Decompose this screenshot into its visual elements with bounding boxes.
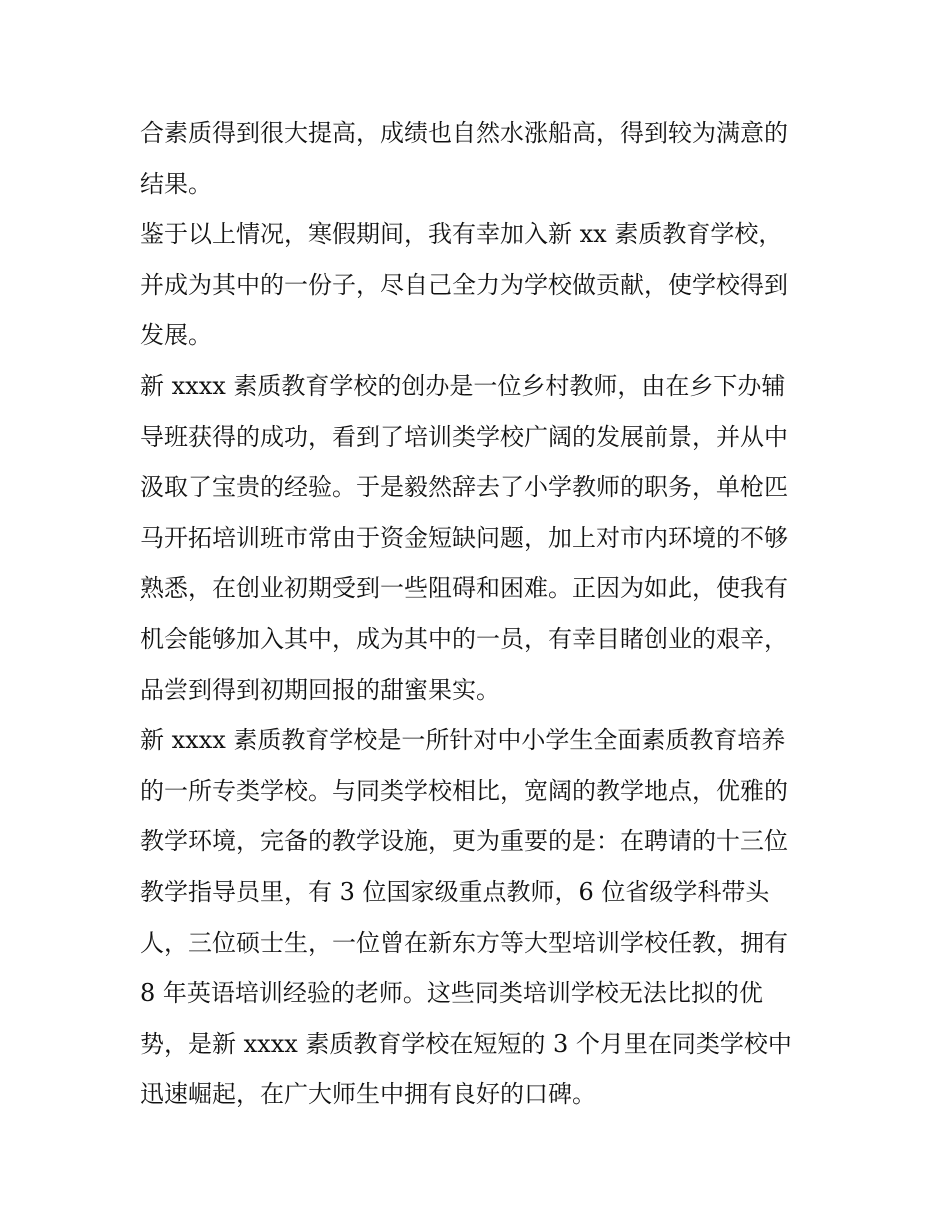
text-line: 品尝到得到初期回报的甜蜜果实。 <box>140 675 500 704</box>
text-line: 的一所专类学校。与同类学校相比，宽阔的教学地点，优雅的 <box>140 776 788 805</box>
text-line: 熟悉，在创业初期受到一些阻碍和困难。正因为如此，使我有 <box>140 574 788 603</box>
text-line: 势，是新 xxxx 素质教育学校在短短的 3 个月里在同类学校中 <box>140 1029 792 1058</box>
text-line: 人，三位硕士生，一位曾在新东方等大型培训学校任教，拥有 <box>140 928 788 957</box>
text-line: 发展。 <box>140 321 212 350</box>
text-line: 导班获得的成功，看到了培训类学校广阔的发展前景，并从中 <box>140 422 788 451</box>
text-line: 结果。 <box>140 169 212 198</box>
text-line: 机会能够加入其中，成为其中的一员，有幸目睹创业的艰辛， <box>140 624 788 653</box>
text-line: 迅速崛起，在广大师生中拥有良好的口碑。 <box>140 1080 596 1109</box>
text-line: 教学环境，完备的教学设施，更为重要的是：在聘请的十三位 <box>140 827 788 856</box>
text-line: 合素质得到很大提高，成绩也自然水涨船高，得到较为满意的 <box>140 119 788 147</box>
text-line: 汲取了宝贵的经验。于是毅然辞去了小学教师的职务，单枪匹 <box>140 473 788 502</box>
text-line: 并成为其中的一份子，尽自己全力为学校做贡献，使学校得到 <box>140 270 788 299</box>
text-line: 马开拓培训班市常由于资金短缺问题，加上对市内环境的不够 <box>140 523 788 552</box>
text-line: 新 xxxx 素质教育学校的创办是一位乡村教师，由在乡下办辅 <box>140 371 786 400</box>
text-line: 鉴于以上情况，寒假期间，我有幸加入新 xx 素质教育学校， <box>140 220 783 249</box>
text-line: 教学指导员里，有 3 位国家级重点教师，6 位省级学科带头 <box>140 877 770 906</box>
text-line: 8 年英语培训经验的老师。这些同类培训学校无法比拟的优 <box>140 979 763 1008</box>
body-text <box>140 108 820 1120</box>
text-line: 新 xxxx 素质教育学校是一所针对中小学生全面素质教育培养 <box>140 726 786 755</box>
